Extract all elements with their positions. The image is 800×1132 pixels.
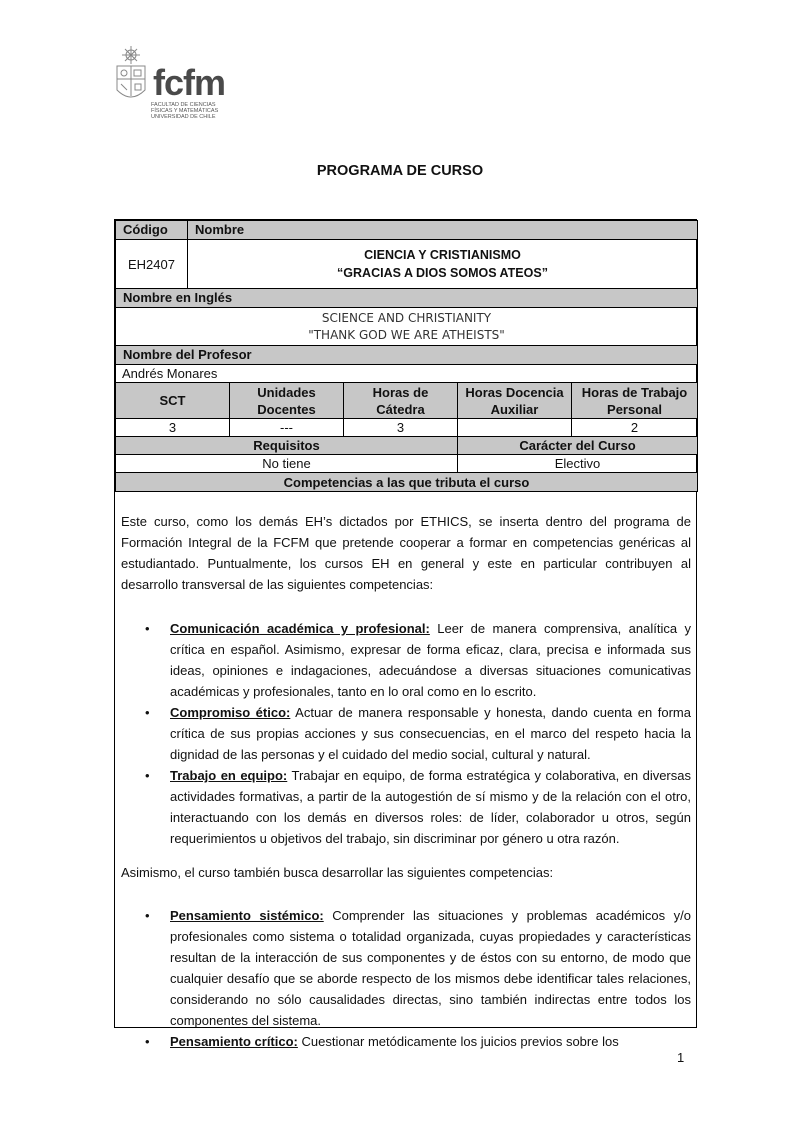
item-text: Cuestionar metódicamente los juicios previos sobre los bbox=[297, 1034, 619, 1049]
header-line: Cátedra bbox=[376, 401, 425, 417]
header-line: Horas de Trabajo bbox=[581, 384, 688, 400]
caracter-value: Electivo bbox=[457, 454, 698, 473]
item-text: Actuar de manera responsable y honesta, dando cuenta en forma crítica de sus propias acciones y sus consecuencias, en el marco del respeto hacia la dignidad de las personas y el cuidado del medio social, cultural y natural. bbox=[170, 705, 691, 762]
competencias-content bbox=[121, 511, 691, 1052]
requisitos-label: Requisitos bbox=[115, 436, 458, 455]
middle-paragraph: Asimismo, el curso también busca desarrollar las siguientes competencias: bbox=[121, 865, 554, 880]
header-line: Unidades bbox=[257, 384, 316, 400]
sct-value: 3 bbox=[115, 418, 230, 437]
catedra-value: 3 bbox=[343, 418, 458, 437]
logo-subtitle bbox=[151, 102, 243, 120]
unidades-header bbox=[229, 382, 344, 419]
ingles-line-1: SCIENCE AND CHRISTIANITY bbox=[321, 310, 492, 325]
catedra-header bbox=[343, 382, 458, 419]
trabajo-value: 2 bbox=[571, 418, 698, 437]
profesor-label: Nombre del Profesor bbox=[115, 345, 698, 365]
caracter-label: Carácter del Curso bbox=[457, 436, 698, 455]
ingles-value bbox=[115, 307, 698, 346]
intro-paragraph: Este curso, como los demás EH’s dictados por ETHICS, se inserta dentro del programa de Formación Integral de la FCFM que pretende cooperar a formar en competencias genéricas al estudiantado. Puntualmente, los cursos EH en general y este en particular contribuyen al desarrollo transversal de las siguientes competencias: bbox=[121, 514, 691, 592]
item-title: Compromiso ético: bbox=[170, 705, 291, 720]
bullet-icon: • bbox=[145, 621, 150, 636]
university-crest-icon bbox=[113, 46, 149, 108]
item-text: Leer de manera comprensiva, analítica y crítica en español. Asimismo, expresar de forma eficaz, clara, precisa e informada sus ideas, opiniones e indagaciones, adecuándose a diversas situaciones comunicativas académicas y profesionales, tanto en lo oral como en lo escrito. bbox=[170, 621, 691, 699]
page-title: PROGRAMA DE CURSO bbox=[316, 163, 484, 179]
item-text: Trabajar en equipo, de forma estratégica y colaborativa, en diversas actividades formativas, a partir de la autogestión de sí mismo y de la relación con el otro, interactuando con los demás en diversos roles: de líder, colaborador u otros, según requerimientos u objetivos del trabajo, sin discriminar por género u otra razón. bbox=[170, 768, 691, 846]
header-line: Personal bbox=[607, 401, 662, 417]
trabajo-header bbox=[571, 382, 698, 419]
sct-header-text: SCT bbox=[159, 393, 186, 408]
requisitos-value: No tiene bbox=[115, 454, 458, 473]
header-line: Horas de bbox=[372, 384, 429, 400]
item-title: Trabajo en equipo: bbox=[170, 768, 288, 783]
item-title: Pensamiento crítico: bbox=[170, 1034, 298, 1049]
profesor-value: Andrés Monares bbox=[115, 364, 698, 383]
generic-competencies-list bbox=[121, 618, 691, 849]
logo-line: FACULTAD DE CIENCIAS bbox=[151, 102, 216, 108]
list-item bbox=[121, 1031, 691, 1052]
ingles-line-2: "THANK GOD WE ARE ATHEISTS" bbox=[308, 327, 505, 342]
auxiliar-header bbox=[457, 382, 572, 419]
bullet-icon: • bbox=[145, 908, 150, 923]
header-line: Auxiliar bbox=[490, 401, 539, 417]
list-item bbox=[121, 618, 691, 702]
header-line: Horas Docencia bbox=[465, 384, 564, 400]
additional-competencies-list bbox=[121, 905, 691, 1052]
unidades-value: --- bbox=[229, 418, 344, 437]
logo-line: FÍSICAS Y MATEMÁTICAS bbox=[151, 108, 219, 114]
logo-acronym: fcfm bbox=[153, 62, 226, 103]
nombre-line-1: CIENCIA Y CRISTIANISMO bbox=[364, 248, 521, 262]
item-text: Comprender las situaciones y problemas académicos y/o profesionales como sistema o totalidad organizada, cuyas propiedades y características resultan de la interacción de sus componentes y de éstos con su entorno, de modo que cualquier desafío que se aborde respecto de los mismos debe identificar tales relaciones, considerando no sólo causalidades directas, sino también indirectas entre todos los componentes del sistema. bbox=[170, 908, 691, 1028]
nombre-line-2: “GRACIAS A DIOS SOMOS ATEOS” bbox=[337, 266, 548, 280]
bullet-icon: • bbox=[145, 768, 150, 783]
bullet-icon: • bbox=[145, 705, 150, 720]
list-item bbox=[121, 702, 691, 765]
fcfm-logo bbox=[113, 46, 243, 130]
sct-header bbox=[115, 382, 230, 419]
logo-line: UNIVERSIDAD DE CHILE bbox=[151, 114, 216, 120]
competencias-label: Competencias a las que tributa el curso bbox=[115, 472, 698, 492]
codigo-label: Código bbox=[115, 220, 188, 240]
page-number: 1 bbox=[677, 1050, 685, 1065]
item-title: Pensamiento sistémico: bbox=[170, 908, 324, 923]
list-item bbox=[121, 765, 691, 849]
codigo-value: EH2407 bbox=[115, 239, 188, 289]
list-item bbox=[121, 905, 691, 1031]
ingles-label: Nombre en Inglés bbox=[115, 288, 698, 308]
bullet-icon: • bbox=[145, 1034, 150, 1049]
nombre-label: Nombre bbox=[187, 220, 698, 240]
header-line: Docentes bbox=[257, 401, 316, 417]
auxiliar-value bbox=[457, 418, 572, 437]
nombre-value bbox=[187, 239, 698, 289]
item-title: Comunicación académica y profesional: bbox=[170, 621, 430, 636]
